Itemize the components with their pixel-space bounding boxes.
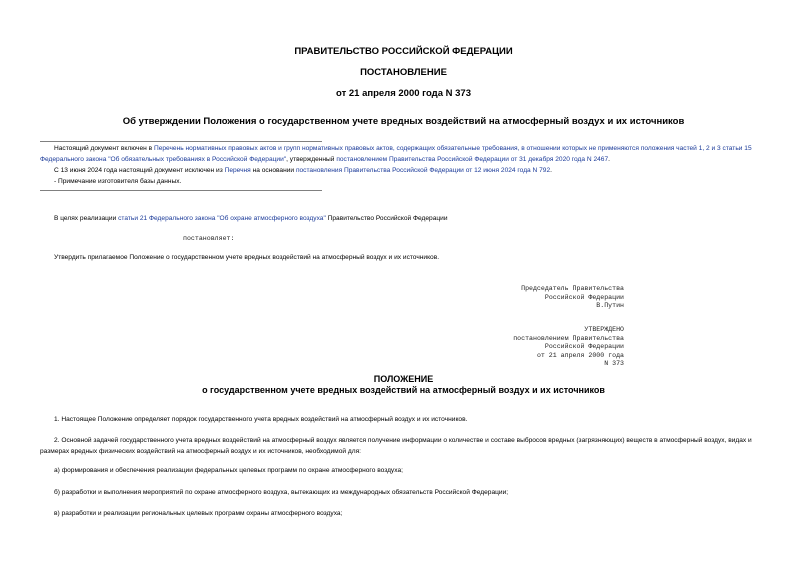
article-21-link[interactable]: статьи 21 Федерального закона "Об охране атмосферного воздуха" [118,215,326,222]
government-heading: ПРАВИТЕЛЬСТВО РОССИЙСКОЙ ФЕДЕРАЦИИ [294,46,513,57]
editor-note [40,143,768,165]
doc-title: Об утверждении Положения о государственном учете вредных воздействий на атмосферный воздух и их источников [122,116,685,127]
resolution-792-link[interactable]: постановления Правительства Российской Федерации от 12 июня 2024 года N 792 [295,167,551,174]
approval-line: N 373 [604,360,624,368]
regulation-item-c [40,508,768,519]
regulation-item-a [40,465,768,476]
regulation-item-b [40,487,768,498]
note-text: на основании [250,167,296,174]
approval-line: постановлением Правительства [513,334,624,342]
resolves-word: постановляет: [183,235,235,242]
preamble-text: В целях реализации [54,215,119,222]
signature-line: Председатель Правительства [521,285,624,292]
preamble-text: Правительство Российской Федерации [325,215,448,222]
note-text: - Примечание изготовителя базы данных. [54,178,182,185]
note-text: . [608,156,610,163]
approval-block [513,326,624,369]
item-text: в) разработки и реализации региональных целевых программ охраны атмосферного воздуха; [54,510,343,517]
list-link[interactable]: Перечень нормативных правовых актов и групп нормативных правовых актов, содержащих обязательные требования, в отношении которых не применяются положения частей 1, 2 и 3 статьи 15 Федерального закона "Об обязательных требованиях в Российской Федерации" [40,145,752,163]
note-top-rule [40,141,322,142]
regulation-title: ПОЛОЖЕНИЕ [373,374,434,384]
note-text: С 13 июня 2024 года настоящий документ исключен из [54,167,225,174]
signature-block [521,285,624,311]
regulation-paragraph-1 [40,414,768,425]
paragraph-text: 1. Настоящее Положение определяет порядок государственного учета вредных воздействий на атмосферный воздух и их источников. [54,416,468,423]
editor-note-exclusion [40,165,768,176]
regulation-subtitle: о государственном учете вредных воздействий на атмосферный воздух и их источников [202,385,605,395]
signature-name: В.Путин [596,302,624,310]
regulation-paragraph-2 [40,435,768,457]
approve-text: Утвердить прилагаемое Положение о государственном учете вредных воздействий на атмосферный воздух и их источников. [54,254,440,261]
item-text: б) разработки и выполнения мероприятий по охране атмосферного воздуха, вытекающих из международных обязательств Российской Федерации; [54,489,509,496]
note-bottom-rule [40,190,322,191]
editor-note-footer [40,176,768,187]
preamble [40,213,768,224]
list-short-link[interactable]: Перечня [224,167,251,174]
resolution-2467-link[interactable]: постановлением Правительства Российской Федерации от 31 декабря 2020 года N 2467 [336,156,609,163]
approval-line: от 21 апреля 2000 года [536,351,624,359]
note-text: Настоящий документ включен в [54,145,154,152]
note-text: . [550,167,552,174]
approval-line: УТВЕРЖДЕНО [584,326,624,333]
doc-type-heading: ПОСТАНОВЛЕНИЕ [360,67,447,78]
paragraph-text: 2. Основной задачей государственного учета вредных воздействий на атмосферный воздух является получение информации о количестве и составе выбросов вредных (загрязняющих) веществ в атмосферный воздух, видах и размерах вредных физических воздействий на атмосферный воздух и их источников, необходимой для: [40,437,752,455]
note-text: , утвержденный [286,156,337,163]
approve-paragraph [40,252,768,263]
doc-date-number: от 21 апреля 2000 года N 373 [336,88,471,99]
item-text: а) формирования и обеспечения реализации федеральных целевых программ по охране атмосферного воздуха; [54,467,403,474]
approval-line: Российской Федерации [544,343,624,351]
signature-line: Российской Федерации [544,293,624,301]
